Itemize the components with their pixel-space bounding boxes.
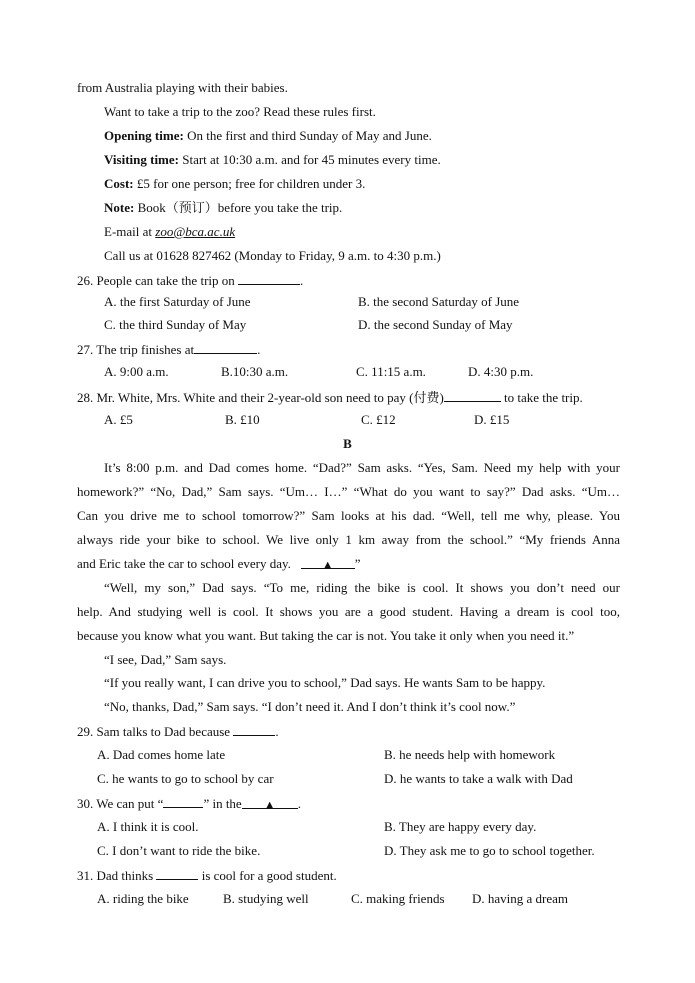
rule-label: Visiting time: xyxy=(104,152,179,167)
question-stem: 30. We can put “ xyxy=(77,796,164,811)
question-stem-mid: ” in the xyxy=(203,796,242,811)
option[interactable]: A. 9:00 a.m. xyxy=(104,364,169,379)
email-prefix: E-mail at xyxy=(104,224,156,239)
rule-text: Book（预订）before you take the trip. xyxy=(134,200,343,215)
option[interactable]: A. I think it is cool. xyxy=(97,819,199,834)
call-line: Call us at 01628 827462 (Monday to Friday, 9 a.m. to 4:30 p.m.) xyxy=(104,248,441,263)
question-stem-end: . xyxy=(257,342,261,357)
option[interactable]: A. Dad comes home late xyxy=(97,747,226,762)
question-stem: 27. The trip finishes at xyxy=(77,342,195,357)
passage-line-blank xyxy=(77,556,360,572)
question-stem: 31. Dad thinks xyxy=(77,868,154,883)
answer-blank[interactable] xyxy=(233,723,275,736)
passage-line: “No, thanks, Dad,” Sam says. “I don’t need it. And I don’t think it’s cool now.” xyxy=(104,699,516,714)
answer-blank[interactable] xyxy=(156,867,198,880)
option[interactable]: B. studying well xyxy=(223,891,309,906)
option[interactable]: D. he wants to take a walk with Dad xyxy=(384,771,573,786)
question-stem-end: . xyxy=(275,724,279,739)
passage-text: ” xyxy=(354,556,361,571)
option[interactable]: C. the third Sunday of May xyxy=(104,317,247,332)
gap-reference xyxy=(242,796,298,809)
question-29 xyxy=(77,723,279,740)
passage-line: “If you really want, I can drive you to school,” Dad says. He wants Sam to be happy. xyxy=(104,675,546,690)
option[interactable]: C. 11:15 a.m. xyxy=(356,364,426,379)
question-31 xyxy=(77,867,337,884)
option[interactable]: B. the second Saturday of June xyxy=(358,294,520,309)
rule-text: £5 for one person; free for children under 3. xyxy=(133,176,366,191)
triangle-marker-icon: ▲ xyxy=(322,559,334,571)
question-28 xyxy=(77,389,583,406)
rule-cost xyxy=(104,176,365,192)
gap-blank[interactable] xyxy=(301,556,355,569)
answer-blank[interactable] xyxy=(238,272,300,285)
rule-text: Start at 10:30 a.m. and for 45 minutes every time. xyxy=(178,152,441,167)
passage-line: “I see, Dad,” Sam says. xyxy=(104,652,227,667)
section-title: B xyxy=(343,436,352,451)
option[interactable]: A. £5 xyxy=(104,412,133,427)
option[interactable]: C. I don’t want to ride the bike. xyxy=(97,843,261,858)
question-stem: 28. Mr. White, Mrs. White and their 2-year-old son need to pay (付费) xyxy=(77,390,444,405)
option[interactable]: B. They are happy every day. xyxy=(384,819,537,834)
option[interactable]: B. £10 xyxy=(225,412,260,427)
option[interactable]: C. making friends xyxy=(351,891,445,906)
option[interactable]: D. £15 xyxy=(474,412,510,427)
question-stem-end: to take the trip. xyxy=(500,390,583,405)
passage-line: It’s 8:00 p.m. and Dad comes home. “Dad?” Sam asks. “Yes, Sam. Need my help with your xyxy=(104,460,620,475)
option[interactable]: D. They ask me to go to school together. xyxy=(384,843,595,858)
question-stem-end: is cool for a good student. xyxy=(198,868,337,883)
option[interactable]: B. he needs help with homework xyxy=(384,747,556,762)
question-stem: 29. Sam talks to Dad because xyxy=(77,724,231,739)
passage-line: help. And studying well is cool. It shows you are a good student. Having a dream is cool too, xyxy=(77,604,620,619)
question-26 xyxy=(77,272,303,289)
rule-note xyxy=(104,200,342,216)
option[interactable]: C. £12 xyxy=(361,412,396,427)
question-stem-end: . xyxy=(297,796,301,811)
passage-line: “Well, my son,” Dad says. “To me, riding the bike is cool. It shows you don’t need our xyxy=(104,580,620,595)
option[interactable]: D. 4:30 p.m. xyxy=(468,364,534,379)
rule-label: Cost: xyxy=(104,176,134,191)
email-link[interactable]: zoo@bca.ac.uk xyxy=(155,224,236,239)
question-27 xyxy=(77,341,260,358)
rule-label: Opening time: xyxy=(104,128,184,143)
passage-line: Can you drive me to school tomorrow?” Sam looks at his dad. “Well, tell me why, please. You xyxy=(77,508,620,523)
rule-visiting-time xyxy=(104,152,441,168)
passage-line: homework?” “No, Dad,” Sam says. “Um… I…” “What do you want to say?” Dad asks. “Um… xyxy=(77,484,620,499)
option[interactable]: C. he wants to go to school by car xyxy=(97,771,274,786)
question-stem: 26. People can take the trip on xyxy=(77,273,235,288)
triangle-marker-icon: ▲ xyxy=(264,799,276,811)
passage-text: and Eric take the car to school every day. xyxy=(77,556,291,571)
answer-blank[interactable] xyxy=(444,389,501,402)
passage-line: because you know what you want. But taking the car is not. You take it only when you need it.” xyxy=(77,628,575,643)
option[interactable]: A. riding the bike xyxy=(97,891,189,906)
option[interactable]: D. the second Sunday of May xyxy=(358,317,513,332)
passage-intro: Want to take a trip to the zoo? Read these rules first. xyxy=(104,104,376,119)
option[interactable]: B.10:30 a.m. xyxy=(221,364,289,379)
option[interactable]: A. the first Saturday of June xyxy=(104,294,251,309)
rule-text: On the first and third Sunday of May and June. xyxy=(183,128,432,143)
answer-blank[interactable] xyxy=(194,341,257,354)
option[interactable]: D. having a dream xyxy=(472,891,569,906)
passage-line: from Australia playing with their babies. xyxy=(77,80,288,95)
rule-label: Note: xyxy=(104,200,135,215)
passage-line: always ride your bike to school. We live only 1 km away from the school.” “My friends Anna xyxy=(77,532,620,547)
email-line xyxy=(104,224,235,240)
answer-blank[interactable] xyxy=(163,795,203,808)
question-stem-end: . xyxy=(300,273,304,288)
rule-opening-time xyxy=(104,128,432,144)
question-30 xyxy=(77,795,301,812)
